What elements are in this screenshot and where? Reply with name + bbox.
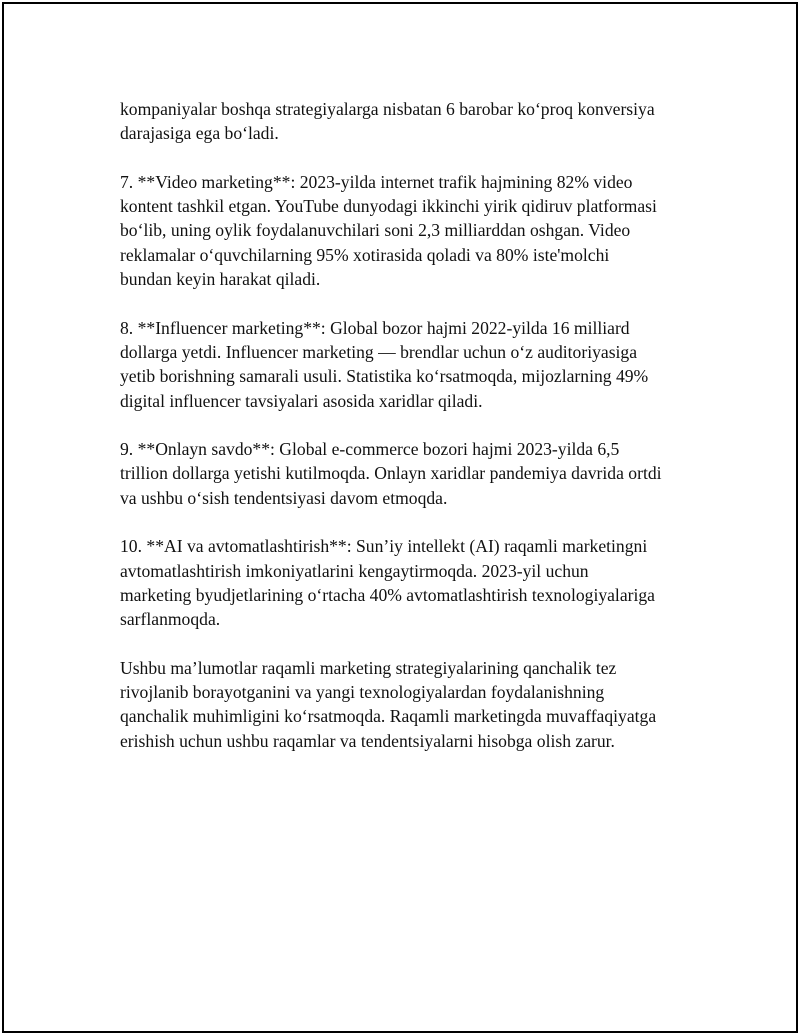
document-page [2,2,798,1033]
text-line: 7. **Video marketing**: 2023-yilda internet trafik hajmining 82% video [120,171,633,192]
text-line: darajasiga ega bo‘ladi. [120,123,279,144]
paragraph-video-marketing [120,170,700,291]
paragraph-online-sales [120,437,700,510]
paragraph-conversion-continuation [120,97,700,146]
text-line: 10. **AI va avtomatlashtirish**: Sun’iy intellekt (AI) raqamli marketingni [120,536,648,557]
text-line: bo‘lib, uning oylik foydalanuvchilari soni 2,3 milliarddan oshgan. Video [120,220,631,241]
text-line: reklamalar o‘quvchilarning 95% xotirasida qoladi va 80% iste'molchi [120,244,610,265]
text-line: va ushbu o‘sish tendentsiyasi davom etmoqda. [120,487,448,508]
text-line: qanchalik muhimligini ko‘rsatmoqda. Raqamli marketingda muvaffaqiyatga [120,706,657,727]
text-line: erishish uchun ushbu raqamlar va tendentsiyalarni hisobga olish zarur. [120,730,615,751]
text-line: kontent tashkil etgan. YouTube dunyodagi ikkinchi yirik qidiruv platformasi [120,196,657,217]
text-line: bundan keyin harakat qiladi. [120,269,321,290]
paragraph-influencer-marketing [120,316,700,413]
page-body [120,97,700,777]
paragraph-conclusion [120,656,700,753]
text-line: trillion dollarga yetishi kutilmoqda. Onlayn xaridlar pandemiya davrida ortdi [120,463,662,484]
text-line: dollarga yetdi. Influencer marketing — brendlar uchun o‘z auditoriyasiga [120,341,638,362]
text-line: yetib borishning samarali usuli. Statistika ko‘rsatmoqda, mijozlarning 49% [120,366,649,387]
text-line: avtomatlashtirish imkoniyatlarini kengaytirmoqda. 2023-yil uchun [120,560,589,581]
text-line: 8. **Influencer marketing**: Global bozor hajmi 2022-yilda 16 milliard [120,317,630,338]
text-line: marketing byudjetlarining o‘rtacha 40% avtomatlashtirish texnologiyalariga [120,584,655,605]
text-line: digital influencer tavsiyalari asosida xaridlar qiladi. [120,390,483,411]
text-line: sarflanmoqda. [120,609,221,630]
text-line: kompaniyalar boshqa strategiyalarga nisbatan 6 barobar ko‘proq konversiya [120,99,655,119]
text-line: rivojlanib borayotganini va yangi texnologiyalardan foydalanishning [120,682,605,703]
text-line: Ushbu ma’lumotlar raqamli marketing strategiyalarining qanchalik tez [120,657,617,678]
paragraph-ai-automation [120,534,700,631]
text-line: 9. **Onlayn savdo**: Global e-commerce bozori hajmi 2023-yilda 6,5 [120,439,620,460]
